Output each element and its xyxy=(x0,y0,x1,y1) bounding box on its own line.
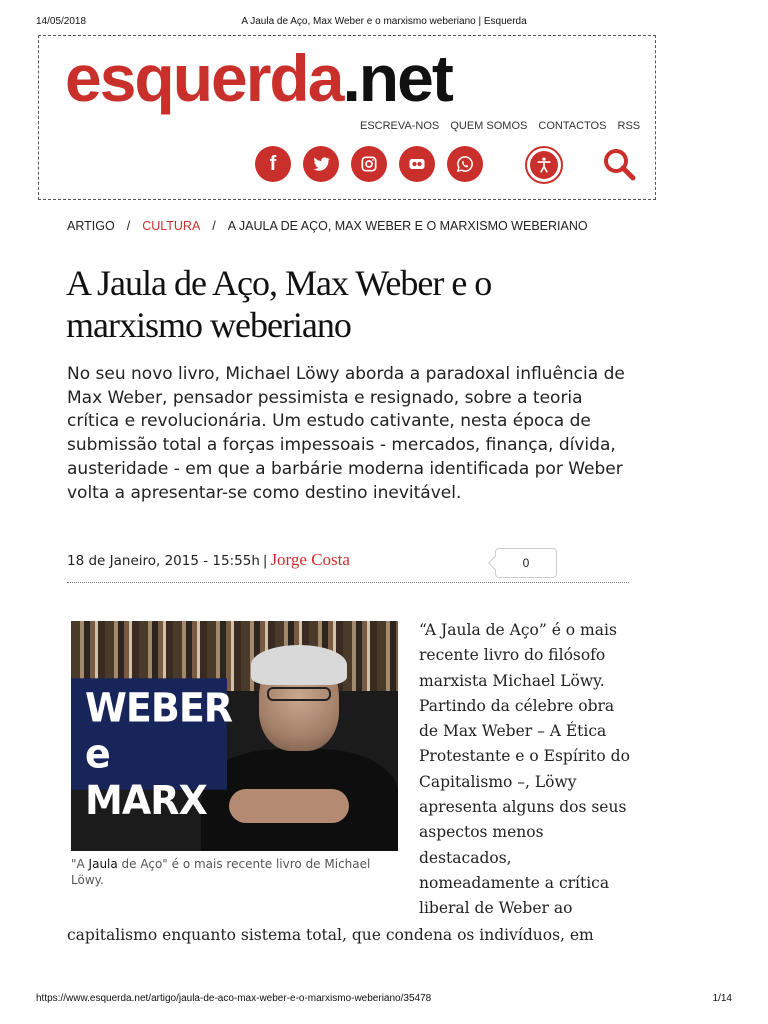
print-page-number: 1/14 xyxy=(712,993,732,1004)
breadcrumb-current: A JAULA DE AÇO, MAX WEBER E O MARXISMO WEBERIANO xyxy=(227,219,588,233)
nav-contactos[interactable]: CONTACTOS xyxy=(538,120,607,132)
site-header xyxy=(38,35,656,200)
article-title: A Jaula de Aço, Max Weber e o marxismo weberiano xyxy=(66,263,492,345)
accessibility-button[interactable] xyxy=(525,146,563,184)
accessibility-glyph xyxy=(534,155,554,175)
comment-count: 0 xyxy=(522,556,530,570)
search-icon[interactable] xyxy=(601,146,637,182)
flickr-glyph xyxy=(407,154,427,174)
print-footer xyxy=(0,993,768,1007)
facebook-icon[interactable] xyxy=(255,146,291,182)
facebook-glyph: f xyxy=(269,152,277,175)
meta-separator: | xyxy=(262,553,268,569)
article-meta xyxy=(67,550,350,570)
whatsapp-glyph xyxy=(455,154,475,174)
site-logo[interactable] xyxy=(65,42,452,114)
twitter-glyph xyxy=(311,154,331,174)
print-url: https://www.esquerda.net/artigo/jaula-de-aco-max-weber-e-o-marxismo-weberiano/35478 xyxy=(36,993,432,1004)
print-header xyxy=(0,16,768,30)
image-caption xyxy=(71,856,401,888)
breadcrumb-cultura[interactable]: CULTURA xyxy=(142,219,201,233)
image-title-line1: WEBER xyxy=(85,684,233,731)
logo-part-esquerda: esquerda xyxy=(65,41,343,115)
instagram-icon[interactable] xyxy=(351,146,387,182)
logo-part-net: .net xyxy=(342,41,452,115)
image-title-panel xyxy=(71,678,233,824)
breadcrumb-separator: / xyxy=(212,219,216,233)
comment-count-button[interactable] xyxy=(495,548,557,578)
print-date: 14/05/2018 xyxy=(36,16,87,27)
print-doc-title: A Jaula de Aço, Max Weber e o marxismo weberiano | Esquerda xyxy=(241,16,527,27)
nav-rss[interactable]: RSS xyxy=(617,120,641,132)
search-glyph xyxy=(601,146,637,182)
image-title-line2: e MARX xyxy=(85,730,207,824)
article-body-line: capitalismo enquanto sistema total, que condena os indivíduos, em xyxy=(67,926,594,944)
caption-pre: "A xyxy=(71,857,89,871)
accessibility-icon xyxy=(530,151,558,179)
social-bar xyxy=(255,146,645,184)
article-author[interactable]: Jorge Costa xyxy=(270,550,350,569)
flickr-icon[interactable] xyxy=(399,146,435,182)
article-lead: No seu novo livro, Michael Löwy aborda a paradoxal influência de Max Weber, pensador pessimista e resignado, sobre a teoria crítica e revolucionária. Um estudo cativante, nesta época de submissão total a forças impessoais - mercados, finança, dívida, austeridade - em que a barbárie moderna identificada por Weber volta a apresentar-se como destino inevitável. xyxy=(67,364,625,503)
article-image[interactable] xyxy=(71,621,398,851)
twitter-icon[interactable] xyxy=(303,146,339,182)
whatsapp-icon[interactable] xyxy=(447,146,483,182)
person-hands xyxy=(229,789,349,823)
article-body-wrapped: “A Jaula de Aço” é o mais recente livro do filósofo marxista Michael Löwy. Partindo da célebre obra de Max Weber – A Ética Protestante e o Espírito do Capitalismo –, Löwy apresenta alguns dos seus aspectos menos destacados, nomeadamente a crítica liberal de Weber ao xyxy=(419,621,630,918)
meta-divider xyxy=(67,582,629,583)
person-glasses xyxy=(267,687,331,701)
instagram-glyph xyxy=(359,154,379,174)
person-hair xyxy=(251,645,347,685)
breadcrumb-separator: / xyxy=(126,219,131,233)
top-nav xyxy=(360,120,648,132)
breadcrumb xyxy=(67,219,588,233)
article-date: 18 de Janeiro, 2015 - 15:55h xyxy=(67,553,260,569)
caption-bold: Jaula xyxy=(88,857,118,871)
caption-post: de Aço" é o mais recente livro de Michael Löwy. xyxy=(71,857,371,887)
nav-escreva-nos[interactable]: ESCREVA-NOS xyxy=(360,120,440,132)
nav-quem-somos[interactable]: QUEM SOMOS xyxy=(450,120,528,132)
breadcrumb-artigo[interactable]: ARTIGO xyxy=(67,219,115,233)
